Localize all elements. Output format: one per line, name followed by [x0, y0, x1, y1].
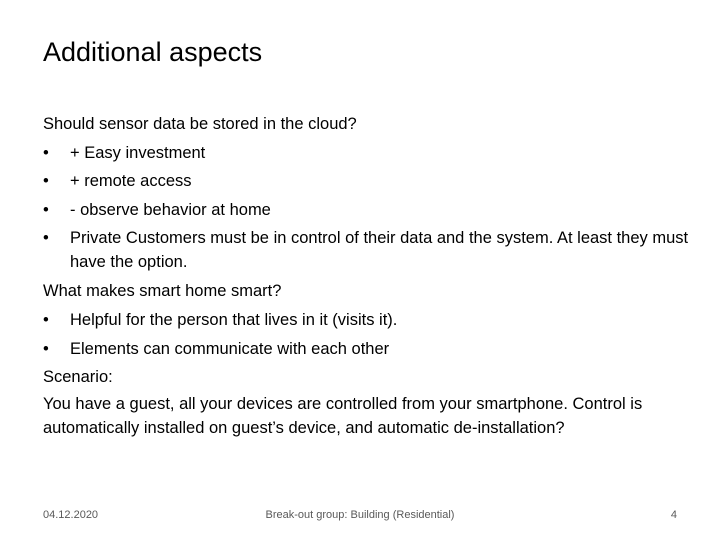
bullet-item [43, 139, 693, 168]
question-line: Should sensor data be stored in the cloud? [43, 115, 357, 133]
bullet-marker: • [43, 229, 49, 248]
bullet-text: Helpful for the person that lives in it (visits it). [70, 310, 398, 329]
footer-date: 04.12.2020 [43, 509, 99, 521]
bullet-text: - observe behavior at home [70, 200, 271, 219]
bullet-item [43, 335, 693, 364]
bullet-text: + remote access [70, 172, 192, 191]
slide-title: Additional aspects [43, 37, 263, 67]
scenario-label: Scenario: [43, 368, 113, 387]
bullet-marker: • [43, 310, 49, 329]
bullet-marker: • [43, 339, 49, 358]
bullet-marker: • [43, 172, 49, 191]
slide-body [43, 110, 693, 440]
bullet-text: Elements can communicate with each other [70, 339, 390, 358]
bullet-item [43, 196, 693, 225]
bullet-text: Private Customers must be in control of their data and the system. At least they must have the option. [70, 229, 689, 272]
bullet-item [43, 167, 693, 196]
bullet-item [43, 306, 693, 335]
bullet-marker: • [43, 200, 49, 219]
bullet-text: + Easy investment [70, 143, 206, 162]
footer-title: Break-out group: Building (Residential) [265, 509, 455, 521]
bullet-item [43, 224, 693, 277]
scenario-text: You have a guest, all your devices are controlled from your smartphone. Control is automatically installed on guest’s device, and automatic de-installation? [43, 394, 643, 437]
question-line: What makes smart home smart? [43, 282, 282, 301]
bullet-marker: • [43, 143, 49, 162]
slide-number: 4 [670, 509, 677, 521]
